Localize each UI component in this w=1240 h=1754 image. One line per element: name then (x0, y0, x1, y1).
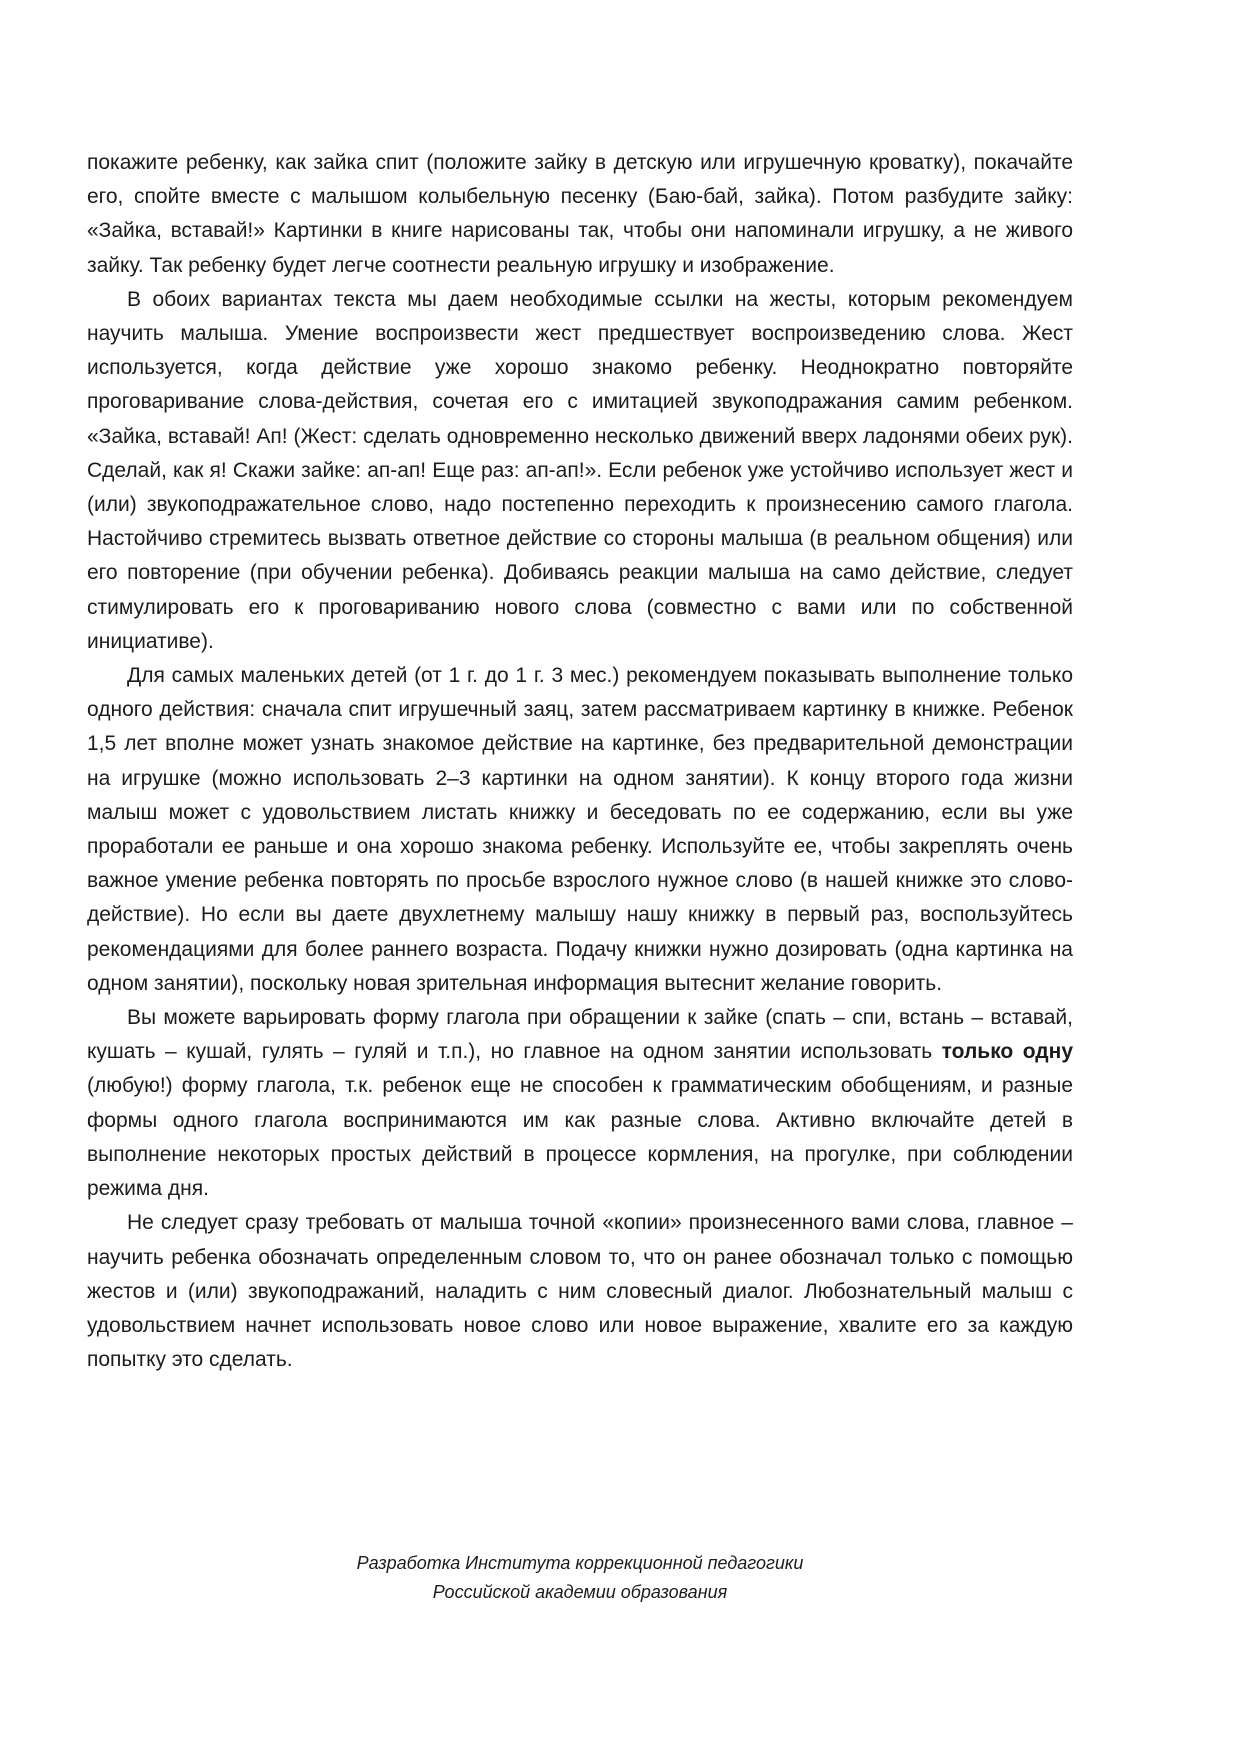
signature-line-2: Российской академии образования (432, 1582, 728, 1602)
paragraph-4-text-before: Вы можете варьировать форму глагола при обращении к зайке (спать – спи, встань – вставай, кушать – кушай, гулять – гуляй и т.п.), но главное на одном занятии использовать (87, 1006, 1073, 1064)
author-signature (87, 1549, 1073, 1607)
signature-line-1: Разработка Института коррекционной педагогики (356, 1553, 804, 1573)
paragraph-4 (87, 1001, 1073, 1206)
paragraph-3: Для самых маленьких детей (от 1 г. до 1 г. 3 мес.) рекомендуем показывать выполнение только одного действия: сначала спит игрушечный заяц, затем рассматриваем картинку в книжке. Ребенок 1,5 лет вполне может узнать знакомое действие на картинке, без предварительной демонстрации на игрушке (можно использовать 2–3 картинки на одном занятии). К концу второго года жизни малыш может с удовольствием листать книжку и беседовать по ее содержанию, если вы уже проработали ее раньше и она хорошо знакома ребенку. Используйте ее, чтобы закреплять очень важное умение ребенка повторять по просьбе взрослого нужное слово (в нашей книжке это слово-действие). Но если вы даете двухлетнему малышу нашу книжку в первый раз, воспользуйтесь рекомендациями для более раннего возраста. Подачу книжки нужно дозировать (одна картинка на одном занятии), поскольку новая зрительная информация вытеснит желание говорить. (87, 664, 1073, 995)
paragraph-1: покажите ребенку, как зайка спит (положите зайку в детскую или игрушечную кроватку), покачайте его, спойте вместе с малышом колыбельную песенку (Баю-бай, зайка). Потом разбудите зайку: «Зайка, вставай!» Картинки в книге нарисованы так, чтобы они напоминали игрушку, а не живого зайку. Так ребенку будет легче соотнести реальную игрушку и изображение. (87, 151, 1073, 277)
paragraph-4-bold-text: только одну (941, 1040, 1073, 1064)
paragraph-4-text-after: (любую!) форму глагола, т.к. ребенок еще не способен к грамматическим обобщениям, и разные формы одного глагола воспринимаются им как разные слова. Активно включайте детей в выполнение некоторых простых действий в процессе кормления, на прогулке, при соблюдении режима дня. (87, 1074, 1073, 1201)
paragraph-5: Не следует сразу требовать от малыша точной «копии» произнесенного вами слова, главное – научить ребенка обозначать определенным словом то, что он ранее обозначал только с помощью жестов и (или) звукоподражаний, наладить с ним словесный диалог. Любознательный малыш с удовольствием начнет использовать новое слово или новое выражение, хвалите его за каждую попытку это сделать. (87, 1211, 1073, 1372)
paragraph-2: В обоих вариантах текста мы даем необходимые ссылки на жесты, которым рекомендуем научить малыша. Умение воспроизвести жест предшествует воспроизведению слова. Жест используется, когда действие уже хорошо знакомо ребенку. Неоднократно повторяйте проговаривание слова-действия, сочетая его с имитацией звукоподражания самим ребенком. «Зайка, вставай! Ап! (Жест: сделать одновременно несколько движений вверх ладонями обеих рук). Сделай, как я! Скажи зайке: ап-ап! Еще раз: ап-ап!». Если ребенок уже устойчиво использует жест и (или) звукоподражательное слово, надо постепенно переходить к произнесению самого глагола. Настойчиво стремитесь вызвать ответное действие со стороны малыша (в реальном общения) или его повторение (при обучении ребенка). Добиваясь реакции малыша на само действие, следует стимулировать его к проговариванию нового слова (совместно с вами или по собственной инициативе). (87, 287, 1073, 653)
document-body (87, 146, 1073, 1377)
